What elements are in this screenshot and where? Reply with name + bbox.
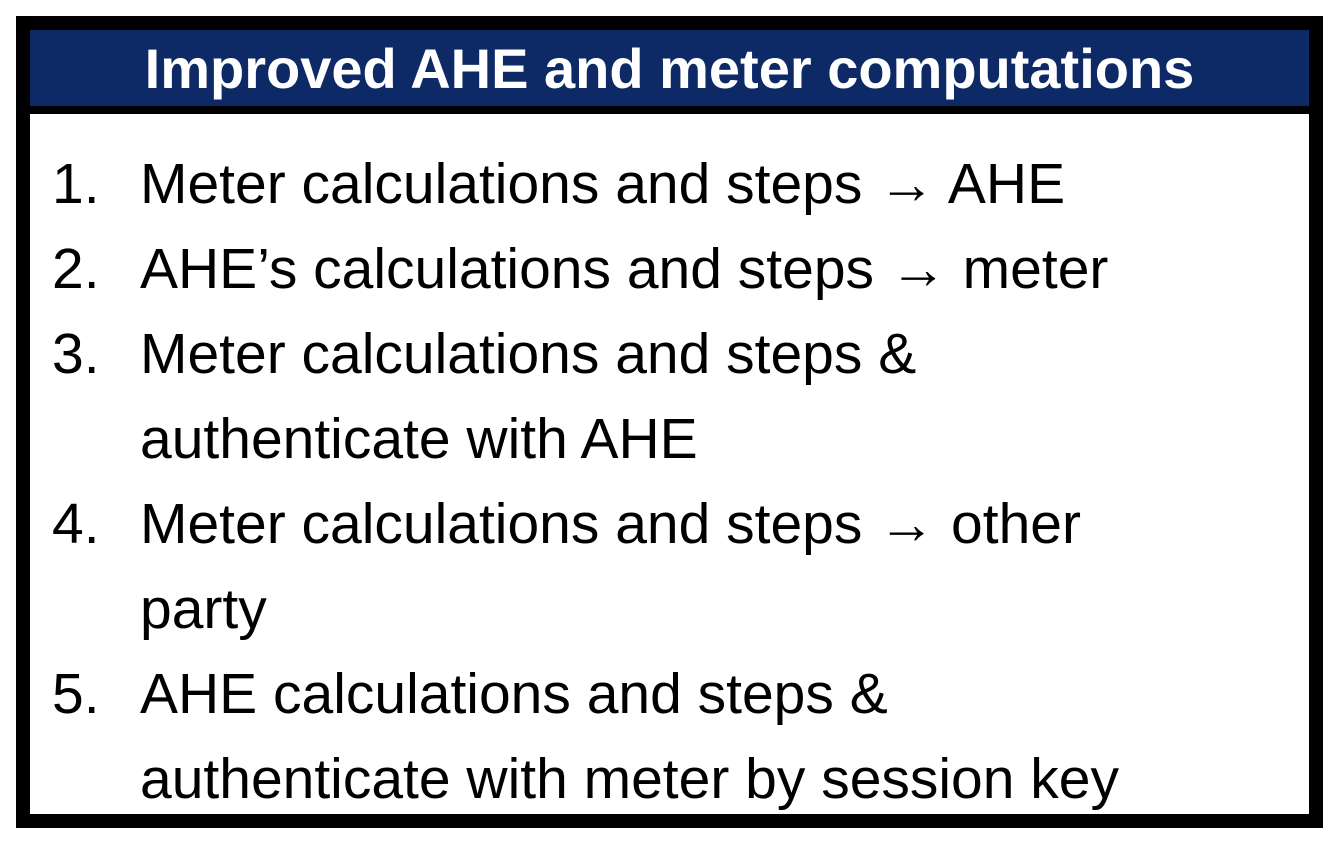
item-text	[140, 227, 1108, 312]
item-line: party	[140, 577, 267, 641]
list-item	[52, 227, 1309, 312]
item-number: 2.	[52, 237, 100, 301]
item-text	[140, 142, 1065, 227]
item-line: Meter calculations and steps → other	[140, 492, 1081, 556]
list-item	[52, 652, 1309, 822]
item-line: AHE calculations and steps &	[140, 662, 888, 726]
item-text	[140, 652, 1119, 822]
item-number: 5.	[52, 662, 100, 726]
item-line: authenticate with AHE	[140, 407, 698, 471]
item-line: AHE’s calculations and steps → meter	[140, 237, 1109, 301]
item-number: 4.	[52, 492, 100, 556]
list-item	[52, 482, 1309, 652]
item-line: Meter calculations and steps &	[140, 322, 917, 386]
item-text	[140, 482, 1081, 652]
item-text	[140, 312, 916, 482]
item-line: authenticate with meter by session key	[140, 747, 1119, 811]
item-number: 1.	[52, 152, 100, 216]
computations-box	[16, 16, 1323, 828]
item-number: 3.	[52, 322, 100, 386]
list-item	[52, 142, 1309, 227]
box-title: Improved AHE and meter computations	[144, 36, 1195, 100]
item-line: Meter calculations and steps → AHE	[140, 152, 1066, 216]
header-bar	[30, 30, 1309, 114]
list-item	[52, 312, 1309, 482]
computation-list	[52, 142, 1309, 822]
